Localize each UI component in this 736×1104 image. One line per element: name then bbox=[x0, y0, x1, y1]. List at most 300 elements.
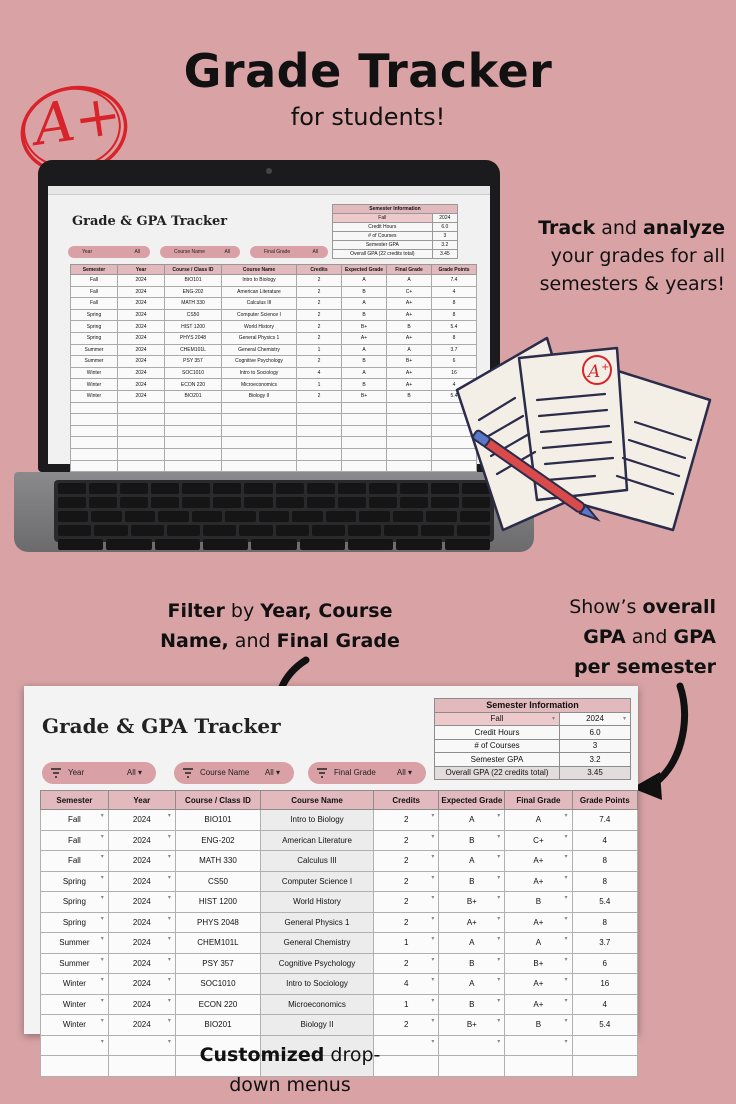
mini-table-cell: HIST 1200 bbox=[165, 321, 222, 333]
dropdown-cell[interactable]: A+ ▾ bbox=[505, 974, 572, 995]
mini-table-cell bbox=[165, 402, 222, 414]
dropdown-cell[interactable]: Summer ▾ bbox=[41, 953, 109, 974]
promo-track-analyze: Track and analyze your grades for all semesters & years! bbox=[538, 217, 725, 295]
dropdown-cell[interactable]: 1 ▾ bbox=[373, 933, 439, 954]
svg-text:+: + bbox=[601, 362, 610, 373]
dropdown-cell[interactable]: B ▾ bbox=[439, 994, 505, 1015]
mini-table-cell bbox=[118, 425, 165, 437]
table-cell: ECON 220 bbox=[175, 994, 260, 1015]
chevron-down-icon[interactable]: ▾ bbox=[431, 874, 435, 881]
table-cell: General Chemistry bbox=[261, 933, 374, 954]
mini-table-cell: 2024 bbox=[118, 390, 165, 402]
mini-table-cell: A bbox=[387, 275, 432, 287]
chevron-down-icon[interactable]: ▾ bbox=[564, 1018, 568, 1024]
mini-table-cell: A bbox=[342, 344, 387, 356]
mini-table-cell: A bbox=[387, 344, 432, 356]
table-row bbox=[41, 851, 638, 872]
chevron-down-icon[interactable]: ▾ bbox=[431, 936, 435, 942]
dropdown-cell[interactable] bbox=[505, 1056, 572, 1077]
dropdown-cell[interactable]: 4 ▾ bbox=[373, 974, 439, 995]
chevron-down-icon[interactable]: ▾ bbox=[100, 956, 104, 963]
keyboard-key bbox=[151, 497, 179, 508]
dropdown-cell[interactable]: Winter ▾ bbox=[41, 994, 109, 1015]
mini-table-cell: MATH 330 bbox=[165, 298, 222, 310]
mini-table-cell: A+ bbox=[387, 367, 432, 379]
chevron-down-icon[interactable]: ▾ bbox=[564, 1038, 568, 1045]
mini-column-header: Final Grade bbox=[387, 265, 432, 275]
chevron-down-icon[interactable]: ▾ bbox=[431, 1018, 435, 1024]
mini-table-row bbox=[71, 414, 477, 426]
keyboard-key bbox=[400, 497, 428, 508]
mini-table-cell: 2024 bbox=[118, 356, 165, 368]
chevron-down-icon[interactable]: ▾ bbox=[100, 936, 104, 942]
keyboard-key bbox=[338, 483, 366, 494]
mini-table-cell bbox=[297, 448, 342, 460]
chevron-down-icon[interactable]: ▾ bbox=[431, 915, 435, 922]
mini-table-row bbox=[71, 460, 477, 472]
chevron-down-icon[interactable]: ▾ bbox=[431, 895, 435, 901]
mini-table-cell: 3.7 bbox=[432, 344, 477, 356]
year-select[interactable]: 2024 ▾ bbox=[560, 712, 631, 726]
mini-table-cell bbox=[297, 414, 342, 426]
mini-table-cell: Cognitive Psychology bbox=[222, 356, 297, 368]
chevron-down-icon[interactable]: ▾ bbox=[497, 915, 501, 922]
mini-table-cell: Microeconomics bbox=[222, 379, 297, 391]
chevron-down-icon[interactable]: ▾ bbox=[497, 956, 501, 963]
semester-gpa-label: Semester GPA bbox=[435, 753, 560, 767]
dropdown-cell[interactable]: Spring ▾ bbox=[41, 912, 109, 933]
table-cell: 8 bbox=[572, 912, 637, 933]
chevron-down-icon[interactable]: ▾ bbox=[564, 833, 568, 840]
chevron-down-icon[interactable]: ▾ bbox=[564, 915, 568, 922]
dropdown-cell[interactable]: 1 ▾ bbox=[373, 994, 439, 1015]
mini-table-cell: 2 bbox=[297, 332, 342, 344]
mini-table-cell: 2 bbox=[297, 390, 342, 402]
dropdown-cell[interactable]: 2024 ▾ bbox=[108, 994, 175, 1015]
mini-table-cell: A bbox=[342, 275, 387, 287]
dropdown-cell[interactable]: 2 ▾ bbox=[373, 953, 439, 974]
mini-table-cell: Summer bbox=[71, 344, 118, 356]
dropdown-cell[interactable]: 2 ▾ bbox=[373, 912, 439, 933]
chevron-down-icon[interactable]: ▾ bbox=[564, 813, 568, 819]
keyboard-key bbox=[239, 525, 272, 536]
chevron-down-icon[interactable]: ▾ bbox=[100, 1018, 104, 1024]
dropdown-cell[interactable]: 2024 ▾ bbox=[108, 953, 175, 974]
dropdown-cell[interactable] bbox=[41, 1056, 109, 1077]
mini-table-cell: 1 bbox=[297, 379, 342, 391]
keyboard-key bbox=[155, 539, 200, 550]
dropdown-cell[interactable]: A ▾ bbox=[439, 810, 505, 831]
keyboard-key bbox=[338, 497, 366, 508]
mini-table-cell: BIO201 bbox=[165, 390, 222, 402]
dropdown-cell[interactable]: 2024 ▾ bbox=[108, 810, 175, 831]
caption-filter: Filter by Year, Course Name, and Final Grade bbox=[160, 600, 400, 652]
chevron-down-icon[interactable]: ▾ bbox=[497, 936, 501, 942]
chevron-down-icon[interactable]: ▾ bbox=[167, 833, 171, 840]
chevron-down-icon[interactable]: ▾ bbox=[100, 895, 104, 901]
mini-table-cell: 2 bbox=[297, 286, 342, 298]
chevron-down-icon[interactable]: ▾ bbox=[564, 936, 568, 942]
keyboard-key bbox=[89, 483, 117, 494]
dropdown-cell[interactable]: 2024 ▾ bbox=[108, 974, 175, 995]
mini-table-row bbox=[71, 344, 477, 356]
chevron-down-icon[interactable]: ▾ bbox=[167, 1038, 171, 1045]
chevron-down-icon[interactable]: ▾ bbox=[100, 874, 104, 881]
dropdown-cell[interactable]: Fall ▾ bbox=[41, 810, 109, 831]
mini-table-cell: A+ bbox=[342, 332, 387, 344]
chevron-down-icon[interactable]: ▾ bbox=[167, 997, 171, 1004]
dropdown-cell[interactable]: 2024 ▾ bbox=[108, 892, 175, 913]
chevron-down-icon[interactable]: ▾ bbox=[100, 813, 104, 819]
chevron-down-icon[interactable]: ▾ bbox=[167, 936, 171, 942]
table-cell: MATH 330 bbox=[175, 851, 260, 872]
dropdown-cell[interactable]: 2024 ▾ bbox=[108, 912, 175, 933]
dropdown-cell[interactable]: Fall ▾ bbox=[41, 830, 109, 851]
table-row bbox=[41, 892, 638, 913]
mini-table-row bbox=[71, 437, 477, 449]
mini-table-cell: 2024 bbox=[118, 309, 165, 321]
table-cell: 7.4 bbox=[572, 810, 637, 831]
keyboard-key bbox=[125, 511, 155, 522]
dropdown-cell[interactable] bbox=[439, 1035, 505, 1056]
credit-hours-label: Credit Hours bbox=[435, 726, 560, 740]
mini-table-cell bbox=[297, 402, 342, 414]
caption-show-gpa: Show’s overall GPA and GPA per semester bbox=[569, 596, 716, 678]
chevron-down-icon[interactable]: ▾ bbox=[431, 813, 435, 819]
overall-gpa-label: Overall GPA (22 credits total) bbox=[435, 766, 560, 780]
mini-table-cell: 5.4 bbox=[432, 321, 477, 333]
chevron-down-icon[interactable]: ▾ bbox=[564, 854, 568, 860]
dropdown-cell[interactable]: 2024 ▾ bbox=[108, 933, 175, 954]
dropdown-cell[interactable]: A ▾ bbox=[505, 810, 572, 831]
dropdown-cell[interactable]: Winter ▾ bbox=[41, 974, 109, 995]
table-cell: Cognitive Psychology bbox=[261, 953, 374, 974]
mini-table-cell bbox=[222, 437, 297, 449]
dropdown-cell[interactable]: 2 ▾ bbox=[373, 851, 439, 872]
dropdown-cell[interactable]: B+ ▾ bbox=[505, 953, 572, 974]
mini-table-cell: 2 bbox=[297, 298, 342, 310]
dropdown-cell[interactable]: 2024 ▾ bbox=[108, 851, 175, 872]
mini-table-cell bbox=[71, 414, 118, 426]
mini-table-cell: Winter bbox=[71, 390, 118, 402]
column-header: Expected Grade bbox=[439, 791, 505, 810]
table-cell: General Physics 1 bbox=[261, 912, 374, 933]
filter-final-grade[interactable]: Final Grade All ▾ bbox=[308, 762, 426, 784]
keyboard-key bbox=[58, 539, 103, 550]
mini-table-cell: CHEM101L bbox=[165, 344, 222, 356]
table-cell: Intro to Biology bbox=[261, 810, 374, 831]
chevron-down-icon[interactable]: ▾ bbox=[564, 997, 568, 1004]
table-cell: CHEM101L bbox=[175, 933, 260, 954]
mini-table-cell bbox=[71, 437, 118, 449]
dropdown-cell[interactable]: Summer ▾ bbox=[41, 933, 109, 954]
mini-table-row bbox=[71, 275, 477, 287]
mini-column-header: Expected Grade bbox=[342, 265, 387, 275]
filter-icon bbox=[50, 767, 62, 779]
mini-table-cell: B bbox=[387, 321, 432, 333]
dropdown-cell[interactable]: 2 ▾ bbox=[373, 830, 439, 851]
chevron-down-icon[interactable]: ▾ bbox=[100, 833, 104, 840]
mini-table-cell: World History bbox=[222, 321, 297, 333]
chevron-down-icon[interactable]: ▾ bbox=[167, 854, 171, 860]
laptop-spreadsheet-preview bbox=[48, 186, 490, 464]
table-cell: 4 bbox=[572, 830, 637, 851]
dropdown-cell[interactable]: A+ ▾ bbox=[505, 912, 572, 933]
table-cell: Intro to Sociology bbox=[261, 974, 374, 995]
dropdown-cell[interactable]: A+ ▾ bbox=[505, 851, 572, 872]
dropdown-cell[interactable]: A+ ▾ bbox=[505, 994, 572, 1015]
mini-table-cell bbox=[342, 425, 387, 437]
chevron-down-icon[interactable]: ▾ bbox=[497, 833, 501, 840]
table-cell: 3.7 bbox=[572, 933, 637, 954]
mini-table-cell: 4 bbox=[432, 286, 477, 298]
mini-filter-grade[interactable]: Final Grade All bbox=[250, 246, 328, 258]
dropdown-cell[interactable]: A+ ▾ bbox=[439, 912, 505, 933]
mini-table-cell: 5.4 bbox=[432, 390, 477, 402]
mini-filter-year[interactable]: Year All bbox=[68, 246, 150, 258]
keyboard-key bbox=[348, 525, 381, 536]
mini-table-cell bbox=[342, 437, 387, 449]
semester-information-panel bbox=[434, 698, 631, 780]
dropdown-cell[interactable]: A+ ▾ bbox=[505, 871, 572, 892]
chevron-down-icon[interactable]: ▾ bbox=[167, 956, 171, 963]
dropdown-cell[interactable]: B ▾ bbox=[439, 953, 505, 974]
chevron-down-icon[interactable]: ▾ bbox=[167, 874, 171, 881]
keyboard-key bbox=[300, 539, 345, 550]
keyboard-key bbox=[307, 497, 335, 508]
dropdown-cell[interactable]: B ▾ bbox=[505, 892, 572, 913]
mini-table-cell: Computer Science I bbox=[222, 309, 297, 321]
dropdown-cell[interactable]: 2 ▾ bbox=[373, 810, 439, 831]
mini-table-cell: A bbox=[342, 367, 387, 379]
dropdown-cell[interactable]: A ▾ bbox=[439, 933, 505, 954]
table-cell: 6 bbox=[572, 953, 637, 974]
dropdown-cell[interactable] bbox=[505, 1035, 572, 1056]
mini-filter-course[interactable]: Course Name All bbox=[160, 246, 240, 258]
mini-table-cell: B bbox=[342, 356, 387, 368]
filter-year[interactable]: Year All ▾ bbox=[42, 762, 156, 784]
chevron-down-icon[interactable]: ▾ bbox=[564, 874, 568, 881]
table-cell: PHYS 2048 bbox=[175, 912, 260, 933]
chevron-down-icon[interactable]: ▾ bbox=[497, 997, 501, 1004]
mini-table-cell: 16 bbox=[432, 367, 477, 379]
keyboard-key bbox=[94, 525, 127, 536]
table-cell: SOC1010 bbox=[175, 974, 260, 995]
mini-table-cell: A+ bbox=[387, 298, 432, 310]
dropdown-cell[interactable]: 2 ▾ bbox=[373, 871, 439, 892]
filter-course-name[interactable]: Course Name All ▾ bbox=[174, 762, 294, 784]
table-cell: PSY 357 bbox=[175, 953, 260, 974]
mini-table-cell: 8 bbox=[432, 332, 477, 344]
table-row bbox=[41, 974, 638, 995]
mini-table-cell bbox=[342, 448, 387, 460]
chevron-down-icon[interactable]: ▾ bbox=[167, 895, 171, 901]
mini-table-cell bbox=[387, 437, 432, 449]
table-cell: 5.4 bbox=[572, 1015, 637, 1036]
keyboard-key bbox=[369, 497, 397, 508]
grade-table bbox=[40, 790, 638, 1077]
mini-table-row bbox=[71, 402, 477, 414]
table-row bbox=[41, 953, 638, 974]
mini-table-cell bbox=[297, 425, 342, 437]
table-cell bbox=[572, 1035, 637, 1056]
keyboard-key bbox=[426, 511, 456, 522]
mini-table-cell bbox=[222, 460, 297, 472]
mini-table-cell: Fall bbox=[71, 286, 118, 298]
keyboard-key bbox=[131, 525, 164, 536]
mini-table-cell bbox=[342, 460, 387, 472]
dropdown-cell[interactable]: Spring ▾ bbox=[41, 871, 109, 892]
chevron-down-icon[interactable]: ▾ bbox=[100, 977, 104, 983]
mini-table-cell: B bbox=[387, 390, 432, 402]
keyboard-key bbox=[203, 525, 236, 536]
mini-table-cell bbox=[118, 402, 165, 414]
dropdown-cell[interactable]: C+ ▾ bbox=[505, 830, 572, 851]
mini-table-cell: B bbox=[342, 286, 387, 298]
mini-table-cell: BIO101 bbox=[165, 275, 222, 287]
mini-table-cell: PSY 357 bbox=[165, 356, 222, 368]
keyboard-key bbox=[421, 525, 454, 536]
dropdown-cell[interactable]: B ▾ bbox=[505, 1015, 572, 1036]
mini-table-cell: Spring bbox=[71, 309, 118, 321]
mini-table-cell: CS50 bbox=[165, 309, 222, 321]
mini-table-cell: 2 bbox=[297, 275, 342, 287]
dropdown-cell[interactable]: 2 ▾ bbox=[373, 1015, 439, 1036]
dropdown-cell[interactable]: Spring ▾ bbox=[41, 892, 109, 913]
mini-table-row bbox=[71, 356, 477, 368]
chevron-down-icon[interactable]: ▾ bbox=[564, 895, 568, 901]
chevron-down-icon[interactable]: ▾ bbox=[167, 813, 171, 819]
dropdown-cell[interactable]: Winter ▾ bbox=[41, 1015, 109, 1036]
mini-table-cell bbox=[71, 425, 118, 437]
chevron-down-icon[interactable]: ▾ bbox=[564, 977, 568, 983]
a-plus-stamp-text: A+ bbox=[29, 82, 126, 159]
mini-table-cell bbox=[222, 402, 297, 414]
keyboard-key bbox=[396, 539, 441, 550]
table-row bbox=[41, 933, 638, 954]
chevron-down-icon[interactable]: ▾ bbox=[497, 1038, 501, 1045]
mini-table-cell bbox=[118, 414, 165, 426]
mini-table-cell: A+ bbox=[387, 309, 432, 321]
dropdown-cell[interactable]: B+ ▾ bbox=[439, 1015, 505, 1036]
keyboard-key bbox=[393, 511, 423, 522]
dropdown-cell[interactable] bbox=[439, 1056, 505, 1077]
mini-table-cell: A+ bbox=[387, 332, 432, 344]
caption-dropdown: Customized drop- down menus bbox=[199, 1044, 381, 1096]
chevron-down-icon[interactable]: ▾ bbox=[431, 997, 435, 1004]
chevron-down-icon[interactable]: ▾ bbox=[497, 813, 501, 819]
chevron-down-icon[interactable]: ▾ bbox=[431, 833, 435, 840]
mini-table-cell: Winter bbox=[71, 367, 118, 379]
mini-table-cell: 2024 bbox=[118, 321, 165, 333]
chevron-down-icon[interactable]: ▾ bbox=[431, 854, 435, 860]
dropdown-cell[interactable]: A ▾ bbox=[439, 851, 505, 872]
sheet-title: Grade & GPA Tracker bbox=[42, 714, 281, 738]
mini-table-cell bbox=[71, 402, 118, 414]
chevron-down-icon[interactable]: ▾ bbox=[497, 874, 501, 881]
mini-table-row bbox=[71, 379, 477, 391]
credit-hours-value: 6.0 bbox=[560, 726, 631, 740]
dropdown-cell[interactable]: 2024 ▾ bbox=[108, 830, 175, 851]
keyboard-key bbox=[348, 539, 393, 550]
mini-table-row bbox=[71, 425, 477, 437]
chevron-down-icon[interactable]: ▾ bbox=[100, 1038, 104, 1045]
semester-select[interactable]: Fall ▾ bbox=[435, 712, 560, 726]
keyboard-key bbox=[120, 497, 148, 508]
dropdown-cell[interactable] bbox=[108, 1035, 175, 1056]
keyboard-key bbox=[182, 497, 210, 508]
mini-table-cell bbox=[387, 402, 432, 414]
mini-table-cell: Spring bbox=[71, 332, 118, 344]
mini-table-cell: General Physics 1 bbox=[222, 332, 297, 344]
dropdown-cell[interactable]: Fall ▾ bbox=[41, 851, 109, 872]
chevron-down-icon[interactable]: ▾ bbox=[497, 895, 501, 901]
mini-table-cell bbox=[165, 460, 222, 472]
mini-table-row bbox=[71, 390, 477, 402]
keyboard-key bbox=[244, 497, 272, 508]
table-row bbox=[41, 830, 638, 851]
table-cell: 4 bbox=[572, 994, 637, 1015]
dropdown-cell[interactable]: 2 ▾ bbox=[373, 892, 439, 913]
mini-table-cell: Spring bbox=[71, 321, 118, 333]
laptop-camera bbox=[266, 168, 272, 174]
mini-table-cell bbox=[222, 414, 297, 426]
mini-table-cell: 6 bbox=[432, 356, 477, 368]
chevron-down-icon[interactable]: ▾ bbox=[497, 977, 501, 983]
chevron-down-icon[interactable]: ▾ bbox=[497, 854, 501, 860]
dropdown-cell[interactable] bbox=[41, 1035, 109, 1056]
chevron-down-icon[interactable]: ▾ bbox=[100, 915, 104, 922]
chevron-down-icon[interactable]: ▾ bbox=[431, 1038, 435, 1045]
keyboard-key bbox=[58, 483, 86, 494]
chevron-down-icon[interactable]: ▾ bbox=[564, 956, 568, 963]
mini-column-header: Grade Points bbox=[432, 265, 477, 275]
keyboard-key bbox=[213, 497, 241, 508]
dropdown-cell[interactable]: B ▾ bbox=[439, 871, 505, 892]
dropdown-cell[interactable]: A ▾ bbox=[439, 974, 505, 995]
dropdown-cell[interactable]: B+ ▾ bbox=[439, 892, 505, 913]
keyboard-key bbox=[359, 511, 389, 522]
chevron-down-icon[interactable]: ▾ bbox=[497, 1018, 501, 1024]
dropdown-cell[interactable] bbox=[108, 1056, 175, 1077]
mini-table-cell: B bbox=[342, 379, 387, 391]
dropdown-cell[interactable]: 2024 ▾ bbox=[108, 871, 175, 892]
chevron-down-icon[interactable]: ▾ bbox=[431, 977, 435, 983]
mini-table-row bbox=[71, 298, 477, 310]
mini-table-cell: 2024 bbox=[118, 275, 165, 287]
dropdown-cell[interactable]: 2024 ▾ bbox=[108, 1015, 175, 1036]
semester-info-header: Semester Information bbox=[435, 699, 631, 713]
keyboard-key bbox=[106, 539, 151, 550]
column-header: Grade Points bbox=[572, 791, 637, 810]
chevron-down-icon[interactable]: ▾ bbox=[167, 915, 171, 922]
mini-table-cell: C+ bbox=[387, 286, 432, 298]
mini-table-row bbox=[71, 286, 477, 298]
mini-grade-table bbox=[70, 264, 477, 472]
mini-table-row bbox=[71, 367, 477, 379]
mini-table-cell: Biology II bbox=[222, 390, 297, 402]
table-cell: BIO201 bbox=[175, 1015, 260, 1036]
dropdown-cell[interactable]: B ▾ bbox=[439, 830, 505, 851]
chevron-down-icon[interactable]: ▾ bbox=[167, 977, 171, 983]
chevron-down-icon[interactable]: ▾ bbox=[100, 997, 104, 1004]
table-cell: American Literature bbox=[261, 830, 374, 851]
dropdown-cell[interactable]: A ▾ bbox=[505, 933, 572, 954]
mini-table-cell bbox=[71, 448, 118, 460]
chevron-down-icon[interactable]: ▾ bbox=[167, 1018, 171, 1024]
chevron-down-icon[interactable]: ▾ bbox=[431, 956, 435, 963]
chevron-down-icon[interactable]: ▾ bbox=[100, 854, 104, 860]
